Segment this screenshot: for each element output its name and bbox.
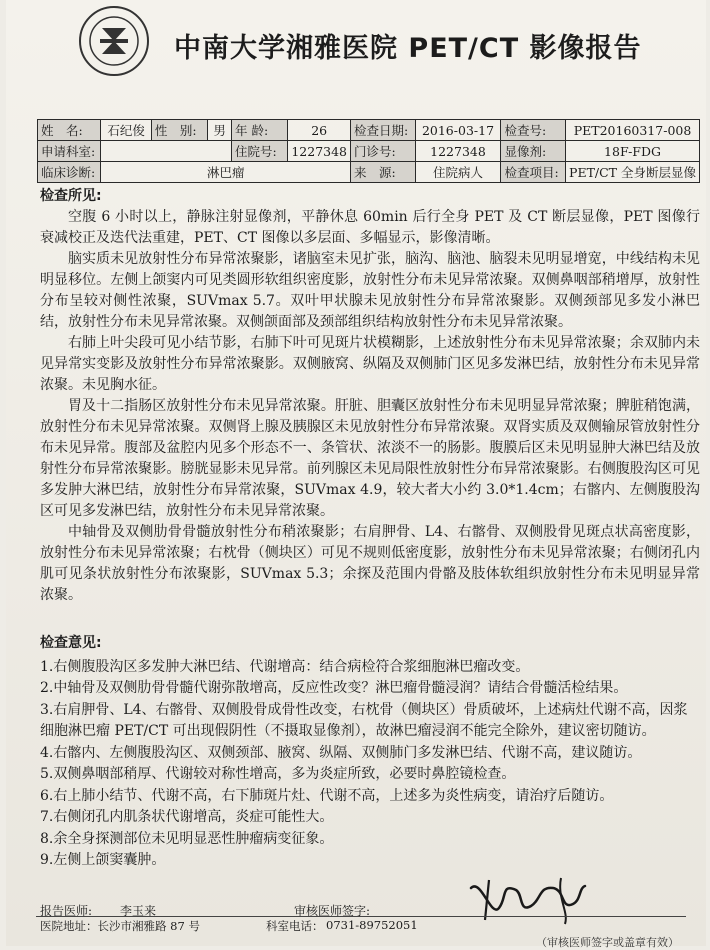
reviewer-signature [461,868,591,928]
info-row [38,162,700,183]
age-value: 26 [288,120,351,141]
name-label: 姓 名: [38,120,101,141]
agent-value: 18F-FDG [566,141,700,162]
signature-note: （审核医师签字或盖章有效） [536,936,679,949]
patient-info-table [37,119,700,183]
opinion-item: 4.右髂内、左侧腹股沟区、双侧颈部、腋窝、纵隔、双侧肺门多发淋巴结、代谢不高，建议随访。 [40,744,642,761]
source-label: 来 源: [351,162,416,183]
date-value: 2016-03-17 [415,120,501,141]
date-label: 检查日期: [351,120,416,141]
agent-label: 显像剂: [501,141,566,162]
opinion-item: 1.右侧腹股沟区多发肿大淋巴结、代谢增高：结合病检符合浆细胞淋巴瘤改变。 [40,658,530,675]
outpatient-label: 门诊号: [351,141,416,162]
info-row [38,120,700,141]
sex-label: 性 别: [151,120,207,141]
phone-value: 0731-89752051 [326,918,418,932]
findings-paragraph: 右肺上叶尖段可见小结节影，右肺下叶可见斑片状模糊影，上述放射性分布未见异常浓聚；余双肺内未见异常实变影及放射性分布异常浓聚影。双侧腋窝、纵隔及双侧肺门区见多发淋巴结，放射性分布未见异常浓聚。未见胸水征。 [40,335,700,393]
phone-label: 科室电话： [266,919,324,933]
address-label: 医院地址：长沙市湘雅路 87 号 [40,919,200,933]
opinion-item: 5.双侧鼻咽部稍厚、代谢较对称性增高，多为炎症所致，必要时鼻腔镜检查。 [40,766,516,782]
age-label: 年 龄: [232,120,288,141]
diagnosis-value: 淋巴瘤 [101,162,351,183]
check-no-label: 检查号: [501,120,566,141]
opinion-item: 7.右侧闭孔内肌条状代谢增高，炎症可能性大。 [40,809,334,825]
opinion-section [40,633,700,872]
findings-section [40,186,700,606]
report-sheet [6,0,706,949]
check-no-value: PET20160317-008 [566,120,700,141]
opinion-item: 6.右上肺小结节、代谢不高，右下肺斑片灶、代谢不高，上述多为炎性病变，请治疗后随访。 [40,787,614,804]
name-value: 石纪俊 [101,120,152,141]
opinion-item: 3.右肩胛骨、L4、右髂骨、双侧股骨成骨性改变，右枕骨（侧块区）骨质破坏，上述病灶代谢不高，因浆细胞淋巴瘤 PET/CT 可出现假阴性（不摄取显像剂），故淋巴瘤浸润不能完全除外，建议密切随访。 [40,701,688,739]
diagnosis-label: 临床诊断: [38,162,101,183]
footer-divider [36,916,686,917]
inpatient-value: 1227348 [288,141,351,162]
reviewer-label: 审核医师签字: [294,904,371,918]
source-value: 住院病人 [415,162,501,183]
findings-paragraph: 脑实质未见放射性分布异常浓聚影，诸脑室未见扩张，脑沟、脑池、脑裂未见明显增宽，中线结构未见明显移位。左侧上颌窦内可见类圆形软组织密度影，放射性分布未见异常浓聚。双侧鼻咽部稍增厚，放射性分布呈较对侧性浓聚，SUVmax 5.7。双叶甲状腺未见放射性分布异常浓聚影。双侧颈部见多发小淋巴结，放射性分布未见异常浓聚。双侧颌面部及颈部组织结构放射性分布未见异常浓聚。 [40,251,700,330]
findings-paragraph: 胃及十二指肠区放射性分布未见异常浓聚。肝脏、胆囊区放射性分布未见明显异常浓聚；脾脏稍饱满，放射性分布未见异常浓聚。双侧肾上腺及胰腺区未见放射性分布异常浓聚。双肾实质及双侧输尿管放射性分布未见异常。腹部及盆腔内见多个形态不一、条管状、浓淡不一的肠影。腹膜后区未见明显肿大淋巴结及放射性分布异常浓聚影。膀胱显影未见异常。前列腺区未见局限性放射性分布异常浓聚影。右侧腹股沟区可见多发肿大淋巴结，放射性分布异常浓聚，SUVmax 4.9，较大者大小约 3.0*1.4cm；右髂内、左侧腹股沟区可见多发淋巴结，放射性分布未见异常浓聚。 [40,398,700,519]
findings-header: 检查所见: [40,188,102,204]
hospital-logo-icon [72,4,156,78]
inpatient-label: 住院号: [232,141,288,162]
item-value: PET/CT 全身断层显像 [566,162,700,183]
findings-paragraph: 中轴骨及双侧肋骨骨髓放射性分布稍浓聚影；右肩胛骨、L4、右髂骨、双侧股骨见斑点状高密度影，放射性分布未见异常浓聚；右枕骨（侧块区）可见不规则低密度影，放射性分布未见异常浓聚；右侧闭孔内肌可见条状放射性分布浓聚影，SUVmax 5.3；余探及范围内骨骼及肢体软组织放射性分布未见明显异常浓聚。 [40,524,700,603]
info-row [38,141,700,162]
outpatient-value: 1227348 [415,141,501,162]
opinion-item: 9.左侧上颌窦囊肿。 [40,852,166,868]
opinion-item: 2.中轴骨及双侧肋骨骨髓代谢弥散增高，反应性改变？淋巴瘤骨髓浸润？请结合骨髓活检结果。 [40,680,628,696]
dept-label: 申请科室: [38,141,101,162]
opinion-header: 检查意见: [40,635,102,651]
dept-value [101,141,232,162]
doctor-label: 报告医师: [40,904,93,918]
item-label: 检查项目: [501,162,566,183]
doctor-value: 李玉来 [120,904,157,918]
sex-value: 男 [208,120,232,141]
findings-paragraph: 空腹 6 小时以上，静脉注射显像剂，平静休息 60min 后行全身 PET 及 CT 断层显像，PET 图像行衰减校正及迭代法重建，PET、CT 图像以多层面、多幅显示，影像清晰。 [40,209,700,246]
report-title: 中南大学湘雅医院 PET/CT 影像报告 [174,33,642,64]
opinion-item: 8.余全身探测部位未见明显恶性肿瘤病变征象。 [40,830,334,847]
